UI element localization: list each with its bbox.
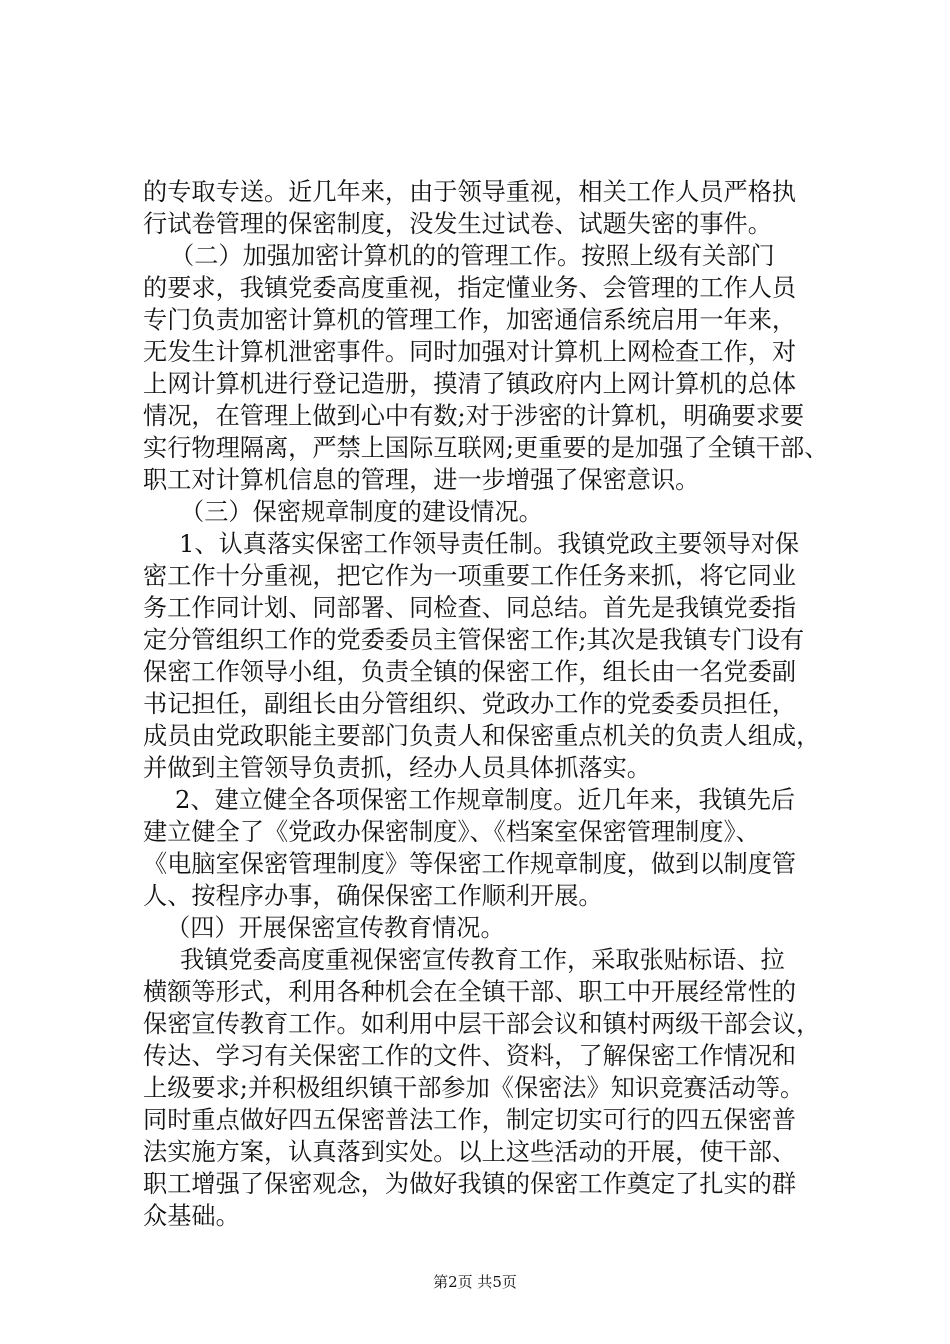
text-line: 的要求，我镇党委高度重视，指定懂业务、会管理的工作人员 — [143, 274, 797, 302]
text-line: 行试卷管理的保密制度，没发生过试卷、试题失密的事件。 — [143, 210, 772, 238]
section-heading: （四）开展保密宣传教育情况。 — [166, 914, 505, 942]
text-line: 上级要求;并积极组织镇干部参加《保密法》知识竞赛活动等。 — [143, 1074, 805, 1102]
section-heading: （三）保密规章制度的建设情况。 — [180, 498, 543, 526]
text-line: 法实施方案，认真落到实处。以上这些活动的开展，使干部、 — [143, 1138, 797, 1166]
text-line: 职工对计算机信息的管理，进一步增强了保密意识。 — [143, 466, 700, 494]
text-line: 实行物理隔离，严禁上国际互联网;更重要的是加强了全镇干部、 — [143, 434, 829, 462]
text-line: 横额等形式，利用各种机会在全镇干部、职工中开展经常性的 — [143, 978, 797, 1006]
text-line: 传达、学习有关保密工作的文件、资料，了解保密工作情况和 — [143, 1042, 797, 1070]
text-line: 同时重点做好四五保密普法工作，制定切实可行的四五保密普 — [143, 1106, 797, 1134]
page-number-footer: 第2页 共5页 — [433, 1273, 517, 1291]
text-line: 情况，在管理上做到心中有数;对于涉密的计算机，明确要求要 — [143, 402, 805, 430]
text-line: 众基础。 — [143, 1202, 240, 1230]
text-line: 密工作十分重视，把它作为一项重要工作任务来抓，将它同业 — [143, 562, 797, 590]
text-line: 保密宣传教育工作。如利用中层干部会议和镇村两级干部会议， — [143, 1010, 821, 1038]
text-line: 定分管组织工作的党委委员主管保密工作;其次是我镇专门设有 — [143, 626, 805, 654]
text-line: 我镇党委高度重视保密宣传教育工作，采取张贴标语、拉 — [180, 946, 785, 974]
text-line: 无发生计算机泄密事件。同时加强对计算机上网检查工作，对 — [143, 338, 797, 366]
text-line: 上网计算机进行登记造册，摸清了镇政府内上网计算机的总体 — [143, 370, 797, 398]
text-line: 的专取专送。近几年来，由于领导重视，相关工作人员严格执 — [143, 178, 797, 206]
text-line: （二）加强加密计算机的的管理工作。按照上级有关部门 — [170, 242, 775, 270]
text-line: 1、认真落实保密工作领导责任制。我镇党政主要领导对保 — [179, 530, 800, 558]
text-line: 务工作同计划、同部署、同检查、同总结。首先是我镇党委指 — [143, 594, 797, 622]
text-line: 人、按程序办事，确保保密工作顺利开展。 — [143, 882, 603, 910]
document-body — [143, 176, 833, 1232]
text-line: 专门负责加密计算机的管理工作，加密通信系统启用一年来， — [143, 306, 797, 334]
text-line: 书记担任，副组长由分管组织、党政办工作的党委委员担任， — [143, 690, 797, 718]
text-line: 2、建立健全各项保密工作规章制度。近几年来，我镇先后 — [175, 786, 796, 814]
text-line: 《电脑室保密管理制度》等保密工作规章制度，做到以制度管 — [143, 850, 797, 878]
text-line: 保密工作领导小组，负责全镇的保密工作，组长由一名党委副 — [143, 658, 797, 686]
text-line: 职工增强了保密观念，为做好我镇的保密工作奠定了扎实的群 — [143, 1170, 797, 1198]
text-line: 建立健全了《党政办保密制度》、《档案室保密管理制度》、 — [143, 818, 760, 846]
text-line: 成员由党政职能主要部门负责人和保密重点机关的负责人组成， — [143, 722, 821, 750]
text-line: 并做到主管领导负责抓，经办人员具体抓落实。 — [143, 754, 651, 782]
